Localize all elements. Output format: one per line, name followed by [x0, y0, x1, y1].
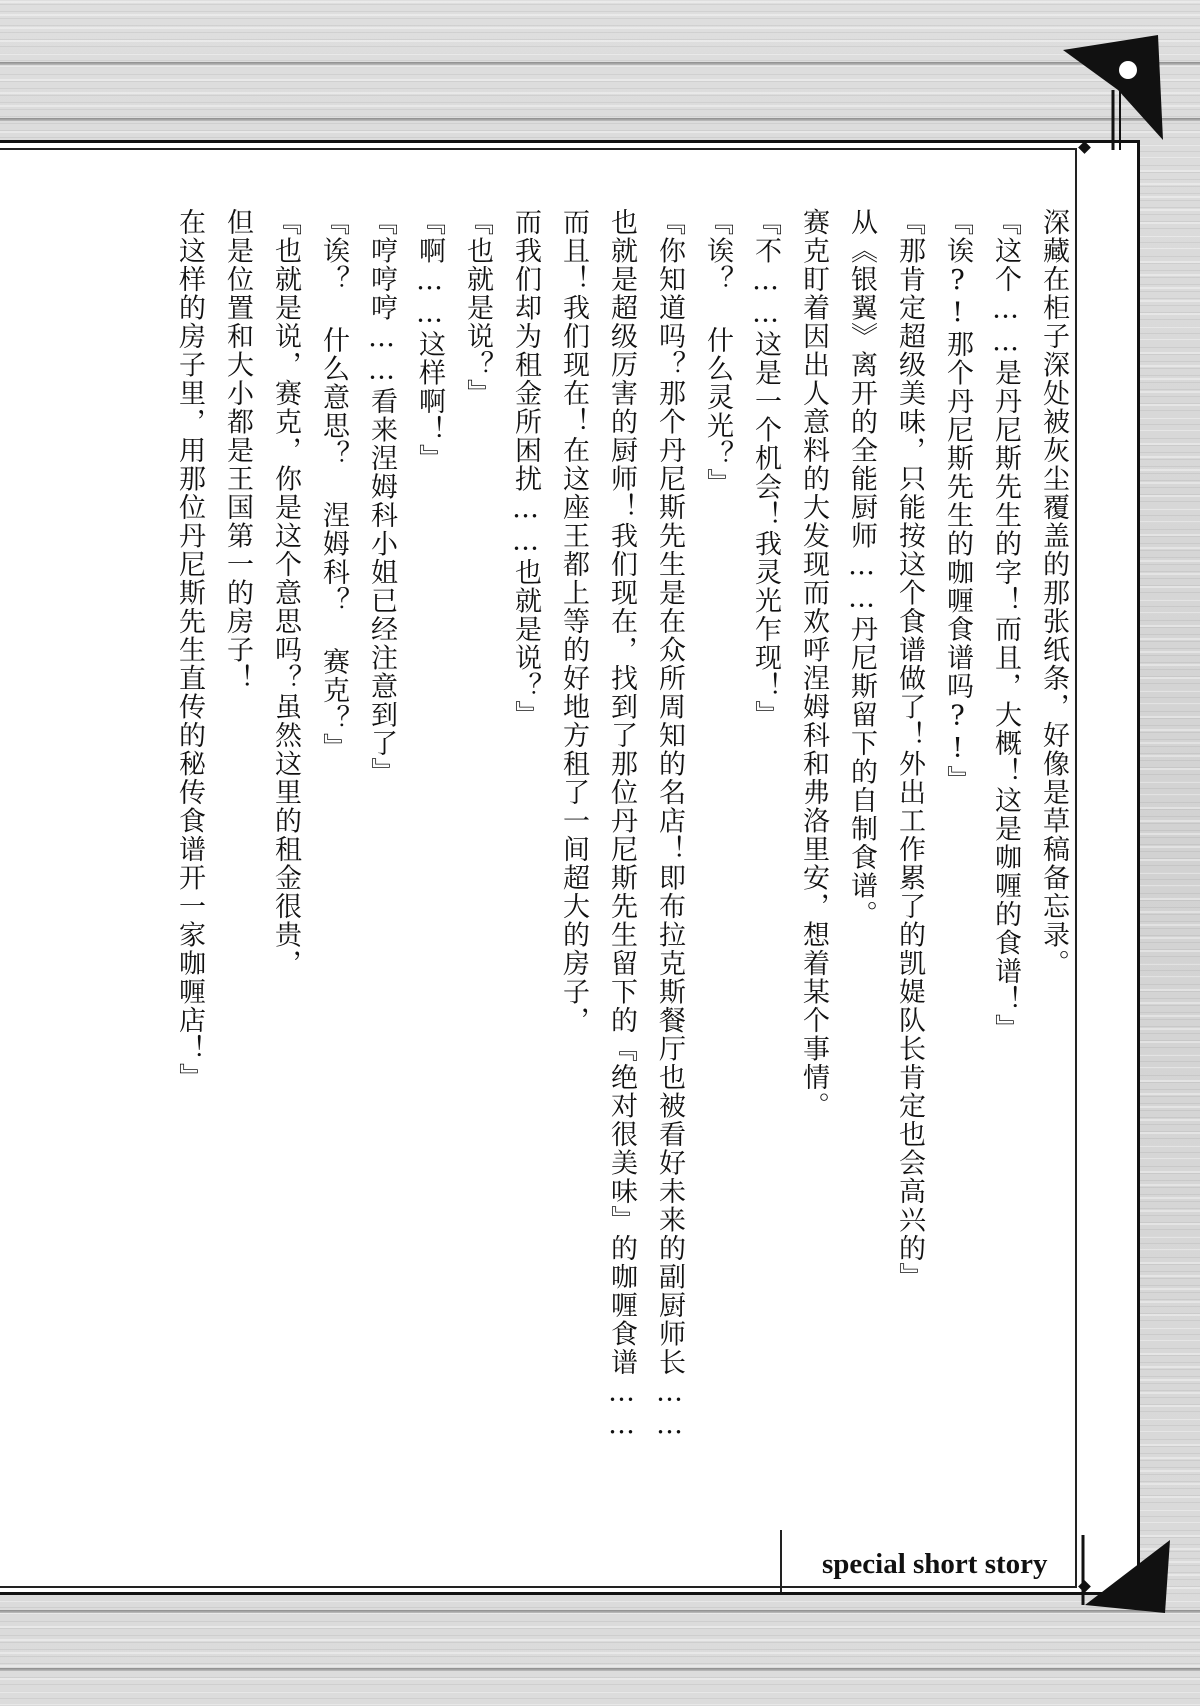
text-column: 赛克盯着因出人意料的大发现而欢呼涅姆科和弗洛里安，想着某个事情。 [798, 208, 829, 1120]
text-column: 『诶?!那个丹尼斯先生的咖喱食谱吗?!』 [942, 208, 973, 794]
wood-plank-seam [0, 1668, 1200, 1671]
corner-ornament-icon [1058, 30, 1168, 150]
text-column: 『这个……是丹尼斯先生的字！而且，大概！这是咖喱的食谱！』 [990, 208, 1021, 1043]
text-column: 『也就是说，赛克，你是这个意思吗？虽然这里的租金很贵， [270, 208, 301, 978]
text-column: 但是位置和大小都是王国第一的房子！ [222, 208, 253, 693]
text-column: 『不……这是一个机会！我灵光乍现！』 [750, 208, 781, 729]
text-column: 从《银翼》离开的全能厨师……丹尼斯留下的自制食谱。 [846, 208, 877, 929]
vertical-text-block [150, 208, 1070, 1578]
text-column: 深藏在柜子深处被灰尘覆盖的那张纸条，好像是草稿备忘录。 [1038, 208, 1069, 978]
text-column: 也就是超级厉害的厨师！我们现在，找到了那位丹尼斯先生留下的『绝对很美味』的咖喱食谱…… [606, 208, 637, 1442]
footer-label: special short story [822, 1548, 1048, 1580]
text-column: 而且！我们现在！在这座王都上等的好地方租了一间超大的房子， [558, 208, 589, 1035]
text-column: 『那肯定超级美味，只能按这个食谱做了！外出工作累了的凯媞队长肯定也会高兴的』 [894, 208, 925, 1291]
text-column: 而我们却为租金所困扰……也就是说？』 [510, 208, 541, 729]
text-column: 『诶？ 什么意思？ 涅姆科？ 赛克？』 [318, 208, 349, 762]
text-column: 『你知道吗？那个丹尼斯先生是在众所周知的名店！即布拉克斯餐厅也被看好未来的副厨师长…… [654, 208, 685, 1442]
text-column: 『啊……这样啊！』 [414, 208, 445, 473]
corner-ornament-icon [1075, 1535, 1175, 1615]
text-column: 『也就是说？』 [462, 208, 493, 408]
text-column: 『哼哼哼……看来涅姆科小姐已经注意到了』 [366, 208, 397, 786]
wood-plank-seam [0, 62, 1200, 65]
wood-plank-seam [0, 118, 1200, 121]
wood-plank-seam [0, 1610, 1200, 1613]
text-column: 在这样的房子里，用那位丹尼斯先生直传的秘传食谱开一家咖喱店！』 [174, 208, 205, 1092]
footer-divider [780, 1530, 782, 1592]
text-column: 『诶？ 什么灵光？』 [702, 208, 733, 497]
